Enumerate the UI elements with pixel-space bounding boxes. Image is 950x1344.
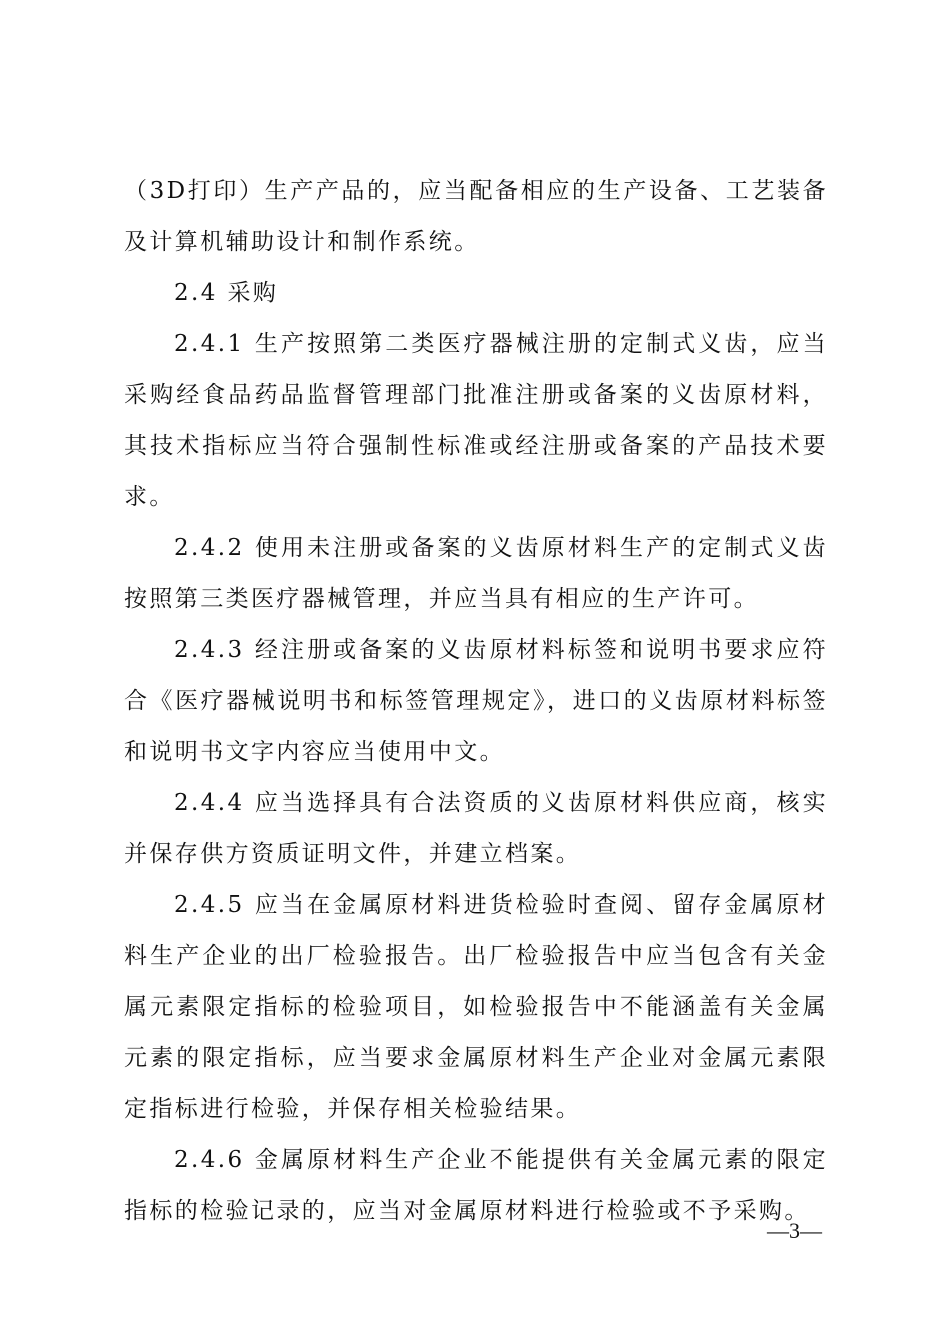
paragraph-2-4-6: 2.4.6 金属原材料生产企业不能提供有关金属元素的限定指标的检验记录的，应当对金属原材料进行检验或不予采购。 <box>124 1147 828 1224</box>
document-body <box>124 166 828 1237</box>
paragraph-2-4-1: 2.4.1 生产按照第二类医疗器械注册的定制式义齿，应当采购经食品药品监督管理部门批准注册或备案的义齿原材料，其技术指标应当符合强制性标准或经注册或备案的产品技术要求。 <box>124 331 828 510</box>
paragraph-2-4-4: 2.4.4 应当选择具有合法资质的义齿原材料供应商，核实并保存供方资质证明文件，并建立档案。 <box>124 790 828 867</box>
page-number: —3— <box>767 1218 822 1243</box>
paragraph-2-4-2: 2.4.2 使用未注册或备案的义齿原材料生产的定制式义齿按照第三类医疗器械管理，并应当具有相应的生产许可。 <box>124 535 828 612</box>
paragraph-2-4-3: 2.4.3 经注册或备案的义齿原材料标签和说明书要求应符合《医疗器械说明书和标签管理规定》，进口的义齿原材料标签和说明书文字内容应当使用中文。 <box>124 637 828 765</box>
section-heading-2-4-procurement: 2.4 采购 <box>174 280 279 306</box>
paragraph-2-4-5: 2.4.5 应当在金属原材料进货检验时查阅、留存金属原材料生产企业的出厂检验报告。出厂检验报告中应当包含有关金属元素限定指标的检验项目，如检验报告中不能涵盖有关金属元素的限定指标，应当要求金属原材料生产企业对金属元素限定指标进行检验，并保存相关检验结果。 <box>124 892 828 1122</box>
paragraph-3d-printing-continuation: （3D打印）生产产品的，应当配备相应的生产设备、工艺装备及计算机辅助设计和制作系统。 <box>124 178 828 255</box>
